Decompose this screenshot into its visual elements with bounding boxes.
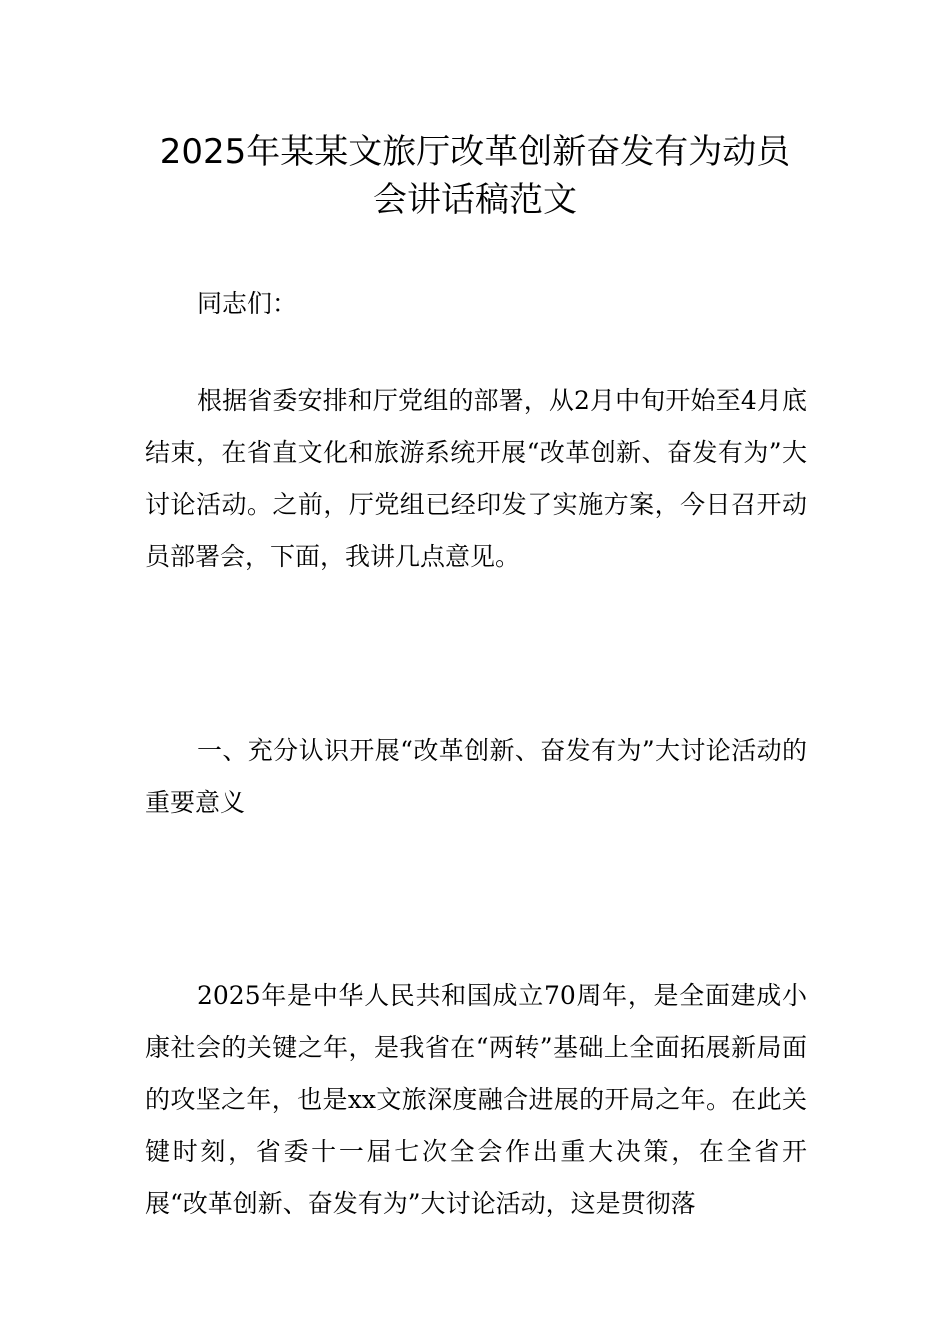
title-line-2: 会讲话稿范文: [373, 180, 577, 220]
paragraph-intro: 根据省委安排和厅党组的部署，从2月中旬开始至4月底结束，在省直文化和旅游系统开展“改革创新、奋发有为”大讨论活动。之前，厅党组已经印发了实施方案，今日召开动员部署会，下面，我讲几点意见。: [145, 386, 807, 571]
section-heading-1: 一、充分认识开展“改革创新、奋发有为”大讨论活动的重要意义: [145, 736, 807, 817]
greeting: 同志们：: [197, 289, 298, 318]
paragraph-section-1: 2025年是中华人民共和国成立70周年，是全面建成小康社会的关键之年，是我省在“两转”基础上全面拓展新局面的攻坚之年，也是xx文旅深度融合进展的开局之年。在此关键时刻，省委十一届七次全会作出重大决策，在全省开展“改革创新、奋发有为”大讨论活动，这是贯彻落: [145, 981, 807, 1218]
title-line-1: 2025年某某文旅厅改革创新奋发有为动员: [159, 132, 791, 172]
document-title: [120, 128, 830, 224]
